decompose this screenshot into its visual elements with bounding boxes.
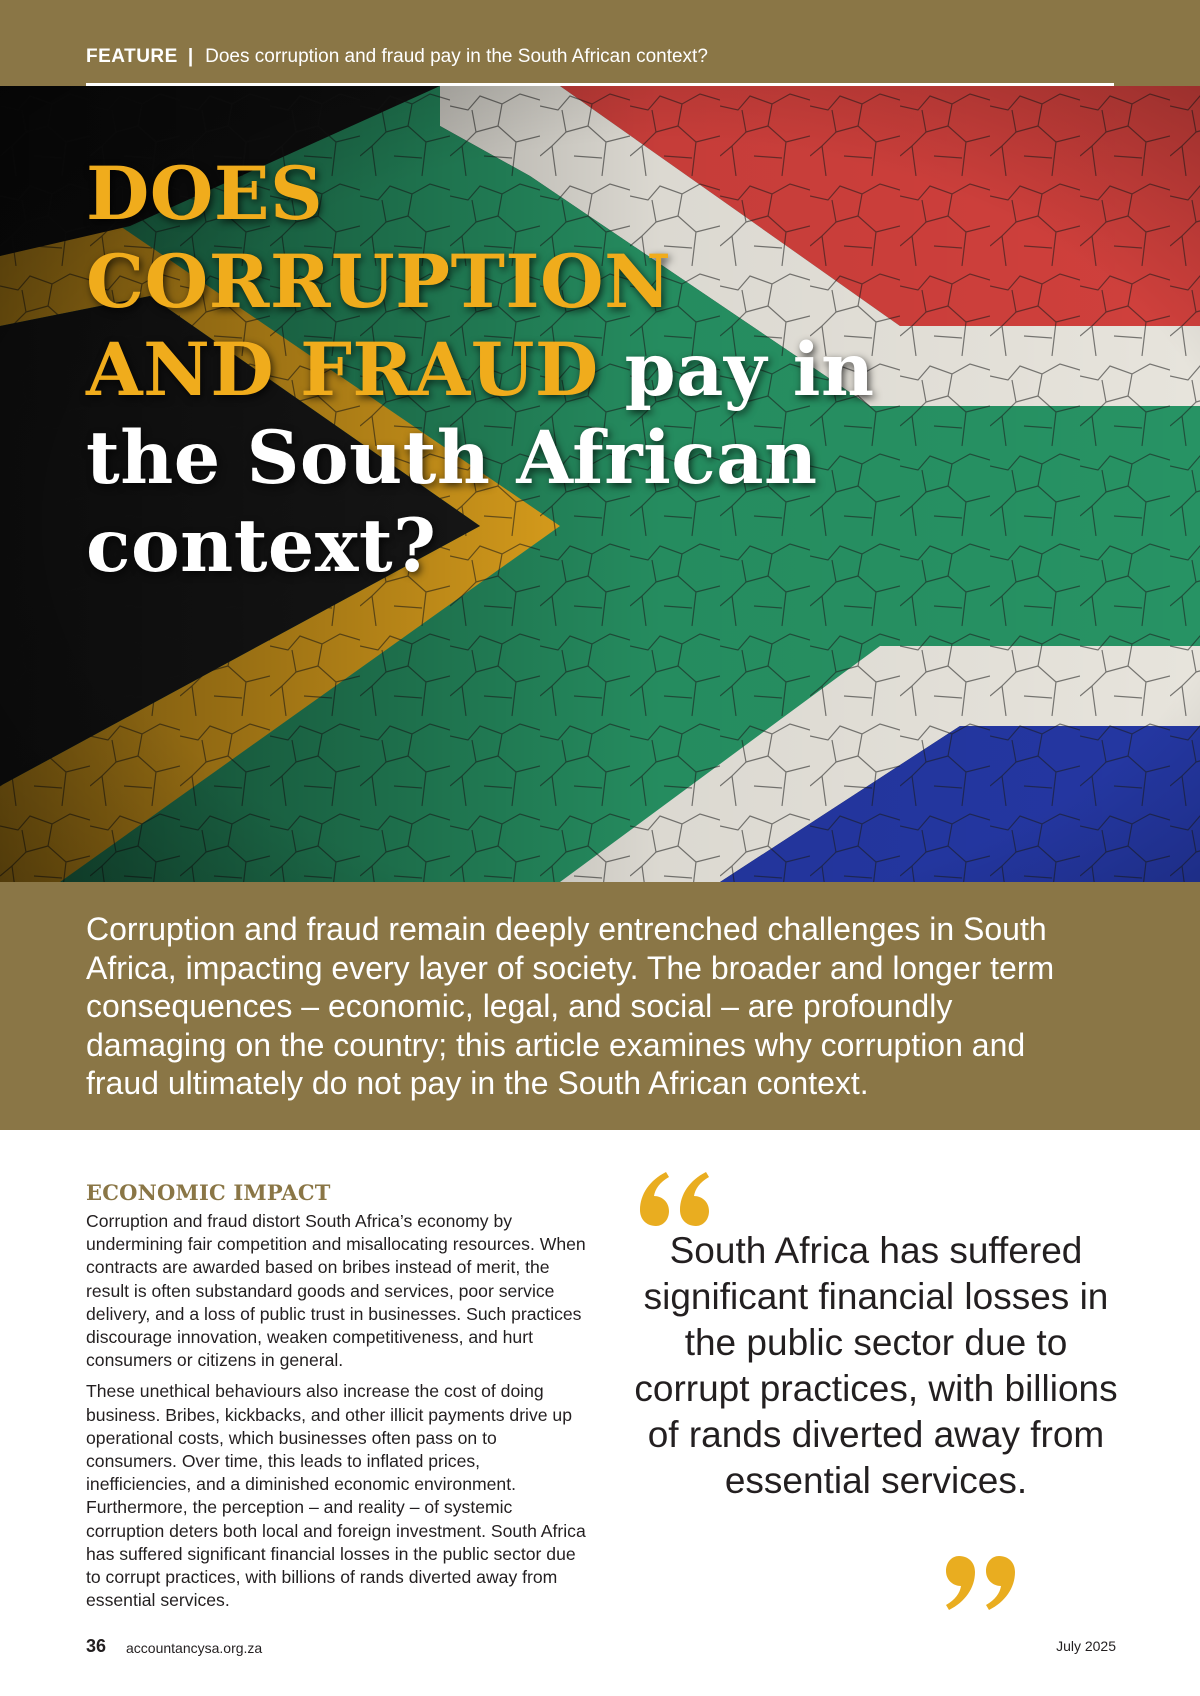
open-quote-icon <box>640 1170 710 1226</box>
running-header <box>0 0 1200 86</box>
title-highlight-line-2: AND FRAUD <box>86 327 599 413</box>
running-header-text <box>86 46 708 68</box>
pull-quote: South Africa has suffered significant financial losses in the public sector due to corrupt practices, with billions of rands diverted away from essential services. <box>634 1230 1118 1501</box>
body-paragraph: Corruption and fraud distort South Africa’s economy by undermining fair competition and misallocating resources. When contracts are awarded based on bribes instead of merit, the result is often substandard goods and services, poor service delivery, and a loss of public trust in businesses. Such practices discourage innovation, weaken competitiveness, and hurt consumers or citizens in general. <box>86 1211 586 1371</box>
title-line-4: context? <box>86 503 437 589</box>
running-title: Does corruption and fraud pay in the South African context? <box>205 46 708 67</box>
article-title <box>86 150 906 590</box>
section-kicker: FEATURE <box>86 46 178 67</box>
body-paragraph: These unethical behaviours also increase the cost of doing business. Bribes, kickbacks, and other illicit payments drive up operational costs, which businesses often pass on to consumers. Over time, this leads to inflated prices, inefficiencies, and a diminished economic environment. Furthermore, the perception – and reality – of systemic corruption deters both local and foreign investment. South Africa has suffered significant financial losses in the public sector due to corrupt practices, with billions of rands diverted away from essential services. <box>86 1381 586 1611</box>
close-quote-icon <box>946 1556 1016 1612</box>
title-highlight-line-1: DOES CORRUPTION <box>86 151 672 325</box>
hero-image <box>0 86 1200 882</box>
issue-date: July 2025 <box>1056 1638 1116 1654</box>
standfirst-text: Corruption and fraud remain deeply entrenched challenges in South Africa, impacting every layer of society. The broader and longer term consequences – economic, legal, and social – are profoundly damaging on the country; this article examines why corruption and fraud ultimately do not pay in the South African context. <box>86 911 1055 1101</box>
header-separator: | <box>187 46 194 67</box>
page-number: 36 <box>86 1636 107 1656</box>
standfirst-band <box>0 882 1200 1130</box>
title-line-2-rest: pay in <box>624 327 875 413</box>
title-line-3: the South African <box>86 415 818 501</box>
article-body-column <box>86 1180 586 1620</box>
section-heading: ECONOMIC IMPACT <box>86 1180 331 1205</box>
footer-website: accountancysa.org.za <box>126 1640 263 1656</box>
